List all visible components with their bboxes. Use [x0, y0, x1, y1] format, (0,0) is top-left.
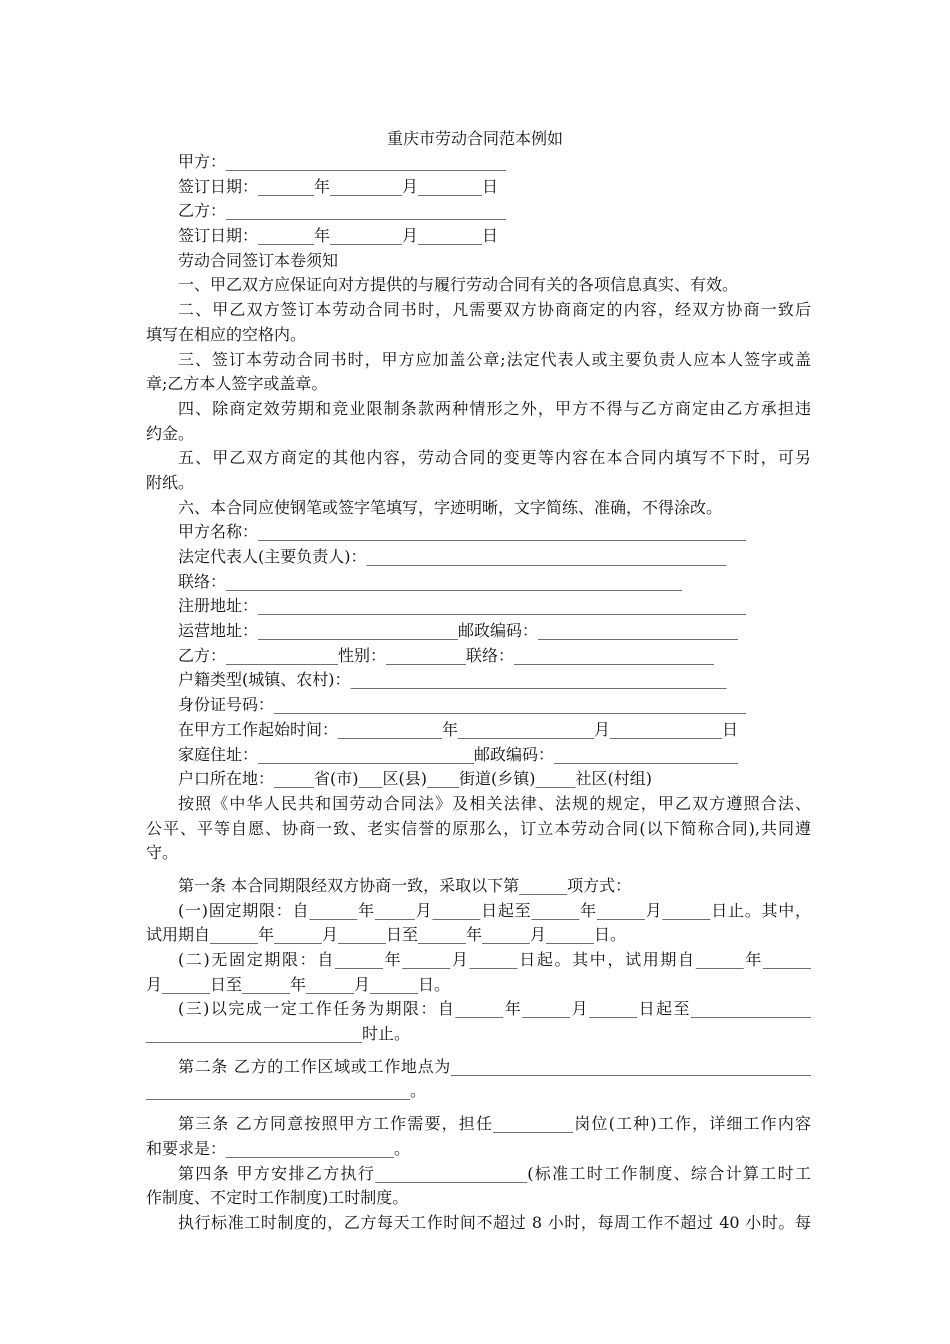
party-b-field: 乙方：___________________________________	[178, 201, 507, 221]
id-number-field: 身份证号码：___________________________________________________________	[178, 695, 747, 715]
article-2-cont: _________________________________。	[146, 1081, 427, 1101]
notice-item-3: 三、签订本劳动合同书时，甲方应加盖公章;法定代表人或主要负责人应本人签字或盖	[178, 349, 811, 369]
article-1-open-term: (二)无固定期限：自______年______月______日起。其中，试用期自______年______	[178, 950, 811, 969]
party-a-sign-date: 签订日期：_______年_________月________日	[178, 176, 499, 196]
notice-item-4: 四、除商定效劳期和竞业限制条款两种情形之外，甲方不得与乙方商定由乙方承担违	[178, 398, 811, 418]
article-1: 第一条 本合同期限经双方协商一致，采取以下第______项方式：	[178, 875, 632, 895]
preamble-cont-1: 公平、平等自愿、协商一致、老实信誉的原那么，订立本劳动合同(以下简称合同),共同遵	[146, 818, 811, 838]
employer-name-field: 甲方名称：_____________________________________________________________	[178, 522, 747, 542]
employer-contact-field: 联络：_________________________________________________________	[178, 571, 683, 591]
notice-heading: 劳动合同签订本卷须知	[178, 250, 339, 270]
article-1-open-term-cont: 月______日至______年______月______日。	[146, 974, 451, 994]
document-title: 重庆市劳动合同范本例如	[386, 129, 563, 148]
article-1-task-term-cont: ___________________________时止。	[146, 1024, 411, 1044]
article-3-cont: 和要求是：_____________________。	[146, 1138, 411, 1158]
working-hours-clause: 执行标准工时制度的，乙方每天工作时间不超过 8 小时，每周工作不超过 40 小时。每	[178, 1212, 811, 1232]
notice-item-3-cont: 章;乙方本人签字或盖章。	[146, 374, 328, 394]
article-1-fixed-term: (一)固定期限：自______年_____月______日起至______年______月______日止。其中，	[178, 900, 811, 920]
home-address-field: 家庭住址：___________________________邮政编码：_______________________	[178, 744, 739, 764]
article-1-task-term: (三)以完成一定工作任务为期限：自______年______月______日起至_______________	[178, 999, 811, 1019]
document-body	[146, 150, 811, 1236]
notice-item-1: 一、甲乙双方应保证向对方提供的与履行劳动合同有关的各项信息真实、有效。	[178, 275, 739, 295]
operating-address-field: 运营地址：_________________________邮政编码：_________________________	[178, 621, 739, 641]
article-3: 第三条 乙方同意按照甲方工作需要，担任__________岗位(工种)工作，详细工作内容	[178, 1114, 811, 1134]
employee-info-field: 乙方：______________性别：__________联络：_________________________	[178, 645, 715, 665]
article-2: 第二条 乙方的工作区域或工作地点为_____________________________________________	[178, 1056, 811, 1076]
article-1-fixed-term-cont: 试用期自______年______月______日至______年______月______日。	[146, 925, 627, 945]
start-date-field: 在甲方工作起始时间：_____________年_________________月______________日	[178, 719, 739, 739]
notice-item-5-cont: 附纸。	[146, 472, 195, 492]
article-4-cont: 作制度、不定时工作制度)工时制度。	[146, 1188, 409, 1208]
hukou-location-field: 户口所在地：_____省(市)___区(县)____街道(乡镇)_____社区(村组)	[178, 769, 652, 789]
preamble: 按照《中华人民共和国劳动合同法》及相关法律、法规的规定，甲乙双方遵照合法、	[178, 793, 811, 813]
notice-item-2: 二、甲乙双方签订本劳动合同书时，凡需要双方协商商定的内容，经双方协商一致后	[178, 300, 811, 320]
party-b-sign-date: 签订日期：_______年_________月________日	[178, 226, 499, 246]
notice-item-4-cont: 约金。	[146, 423, 195, 443]
notice-item-6: 六、本合同应使钢笔或签字笔填写，字迹明晰，文字简练、准确，不得涂改。	[178, 497, 723, 517]
article-4: 第四条 甲方安排乙方执行___________________(标准工时工作制度、综合计算工时工	[178, 1163, 811, 1183]
household-type-field: 户籍类型(城镇、农村)：_______________________________________________	[178, 670, 727, 690]
legal-rep-field: 法定代表人(主要负责人)：_____________________________________________	[178, 547, 727, 566]
registered-address-field: 注册地址：_____________________________________________________________	[178, 596, 747, 616]
notice-item-2-cont: 填写在相应的空格内。	[146, 324, 307, 344]
notice-item-5: 五、甲乙双方商定的其他内容，劳动合同的变更等内容在本合同内填写不下时，可另	[178, 448, 811, 468]
party-a-field: 甲方：___________________________________	[178, 152, 507, 171]
preamble-cont-2: 守。	[146, 843, 179, 863]
